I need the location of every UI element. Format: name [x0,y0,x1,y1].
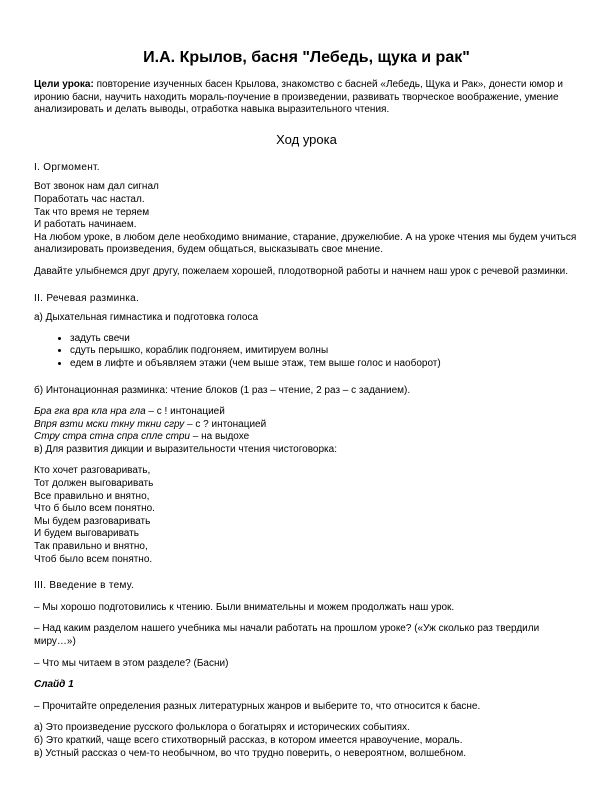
subsection-b: б) Интонационная разминка: чтение блоков (1 раз – чтение, 2 раз – с заданием). [34,384,411,396]
list-item: • едем в лифте и объявляем этажи (чем выше этаж, тем выше голос и наоборот) [70,358,579,371]
slide-label: Слайд 1 [34,679,74,691]
subsection-a: а) Дыхательная гимнастика и подготовка голоса [34,312,259,324]
twister-line: Тот должен выговаривать [34,478,154,490]
block-line [34,406,579,419]
greeting-poem [34,181,579,257]
block-syllables: Бра гка вра кла нра гла – [34,406,154,418]
lesson-heading: Ход урока [276,131,337,147]
block-task: на выдохе [198,431,250,443]
paragraph: – Мы хорошо подготовились к чтению. Были внимательны и можем продолжать наш урок. [34,601,455,613]
goals-label: Цели урока: [34,79,94,90]
poem-line: Так что время не теряем [34,206,150,218]
paragraph: – Что мы читаем в этом разделе? (Басни) [34,657,229,669]
twister-line: Все правильно и внятно, [34,490,150,502]
poem-line: Вот звонок нам дал сигнал [34,181,159,193]
definition-item: а) Это произведение русского фольклора о богатырях и исторических событиях. [34,722,410,734]
goals-text: повторение изученных басен Крылова, знакомство с басней «Лебедь, Щука и Рак», донести юмор и иронию басни, научить находить мораль-поучение в произведении, развивать творческое воображение, умение анализировать и делать выводы, отработка навыка выразительного чтения. [34,79,564,116]
block-line [34,431,579,444]
poem-line: Поработать час настал. [34,193,145,205]
poem-line: И работать начинаем. [34,219,137,231]
definition-item: б) Это краткий, чаще всего стихотворный рассказ, в котором имеется нравоучение, мораль. [34,734,463,746]
section-2-title: II. Речевая разминка. [34,292,140,304]
tongue-twister [34,465,579,566]
block-syllables: Впря взти мски ткну ткни сгру – [34,418,193,430]
section-1-title: I. Оргмомент. [34,161,100,173]
page-title: И.А. Крылов, басня "Лебедь, щука и рак" [143,49,470,66]
twister-line: Чтоб было всем понятно. [34,553,153,565]
document-page [34,48,579,760]
paragraph: Давайте улыбнемся друг другу, пожелаем хорошей, плодотворной работы и начнем наш урок с речевой разминки. [34,265,569,277]
twister-line: И будем выговаривать [34,528,139,540]
twister-line: Кто хочет разговаривать, [34,465,151,477]
twister-line: Что б было всем понятно. [34,503,155,515]
genre-definitions [34,722,579,760]
twister-line: Так правильно и внятно, [34,541,148,553]
block-task: с ? интонацией [192,418,267,430]
subsection-c: в) Для развития дикции и выразительности чтения чистоговорка: [34,443,337,455]
paragraph: – Прочитайте определения разных литературных жанров и выберите то, что относится к басне. [34,700,481,712]
block-task: с ! интонацией [154,406,225,418]
twister-line: Мы будем разговаривать [34,515,151,527]
lesson-goals [34,79,579,117]
exercise-list [34,333,579,371]
block-line [34,419,579,432]
intonation-blocks [34,406,579,456]
list-item: • задуть свечи [70,333,579,346]
paragraph: – Над каким разделом нашего учебника мы начали работать на прошлом уроке? («Уж сколько раз твердили миру…») [34,623,540,647]
definition-item: в) Устный рассказ о чем-то необычном, во что трудно поверить, о невероятном, волшебном. [34,747,467,759]
block-syllables: Стру стра стна спра спле стри – [34,431,199,443]
list-item: • сдуть перышко, кораблик подгоняем, имитируем волны [70,345,579,358]
section-3-title: III. Введение в тему. [34,580,135,592]
paragraph: На любом уроке, в любом деле необходимо внимание, старание, дружелюбие. А на уроке чтения мы будем учиться анализировать произведения, будем общаться, высказывать свое мнение. [34,231,577,256]
